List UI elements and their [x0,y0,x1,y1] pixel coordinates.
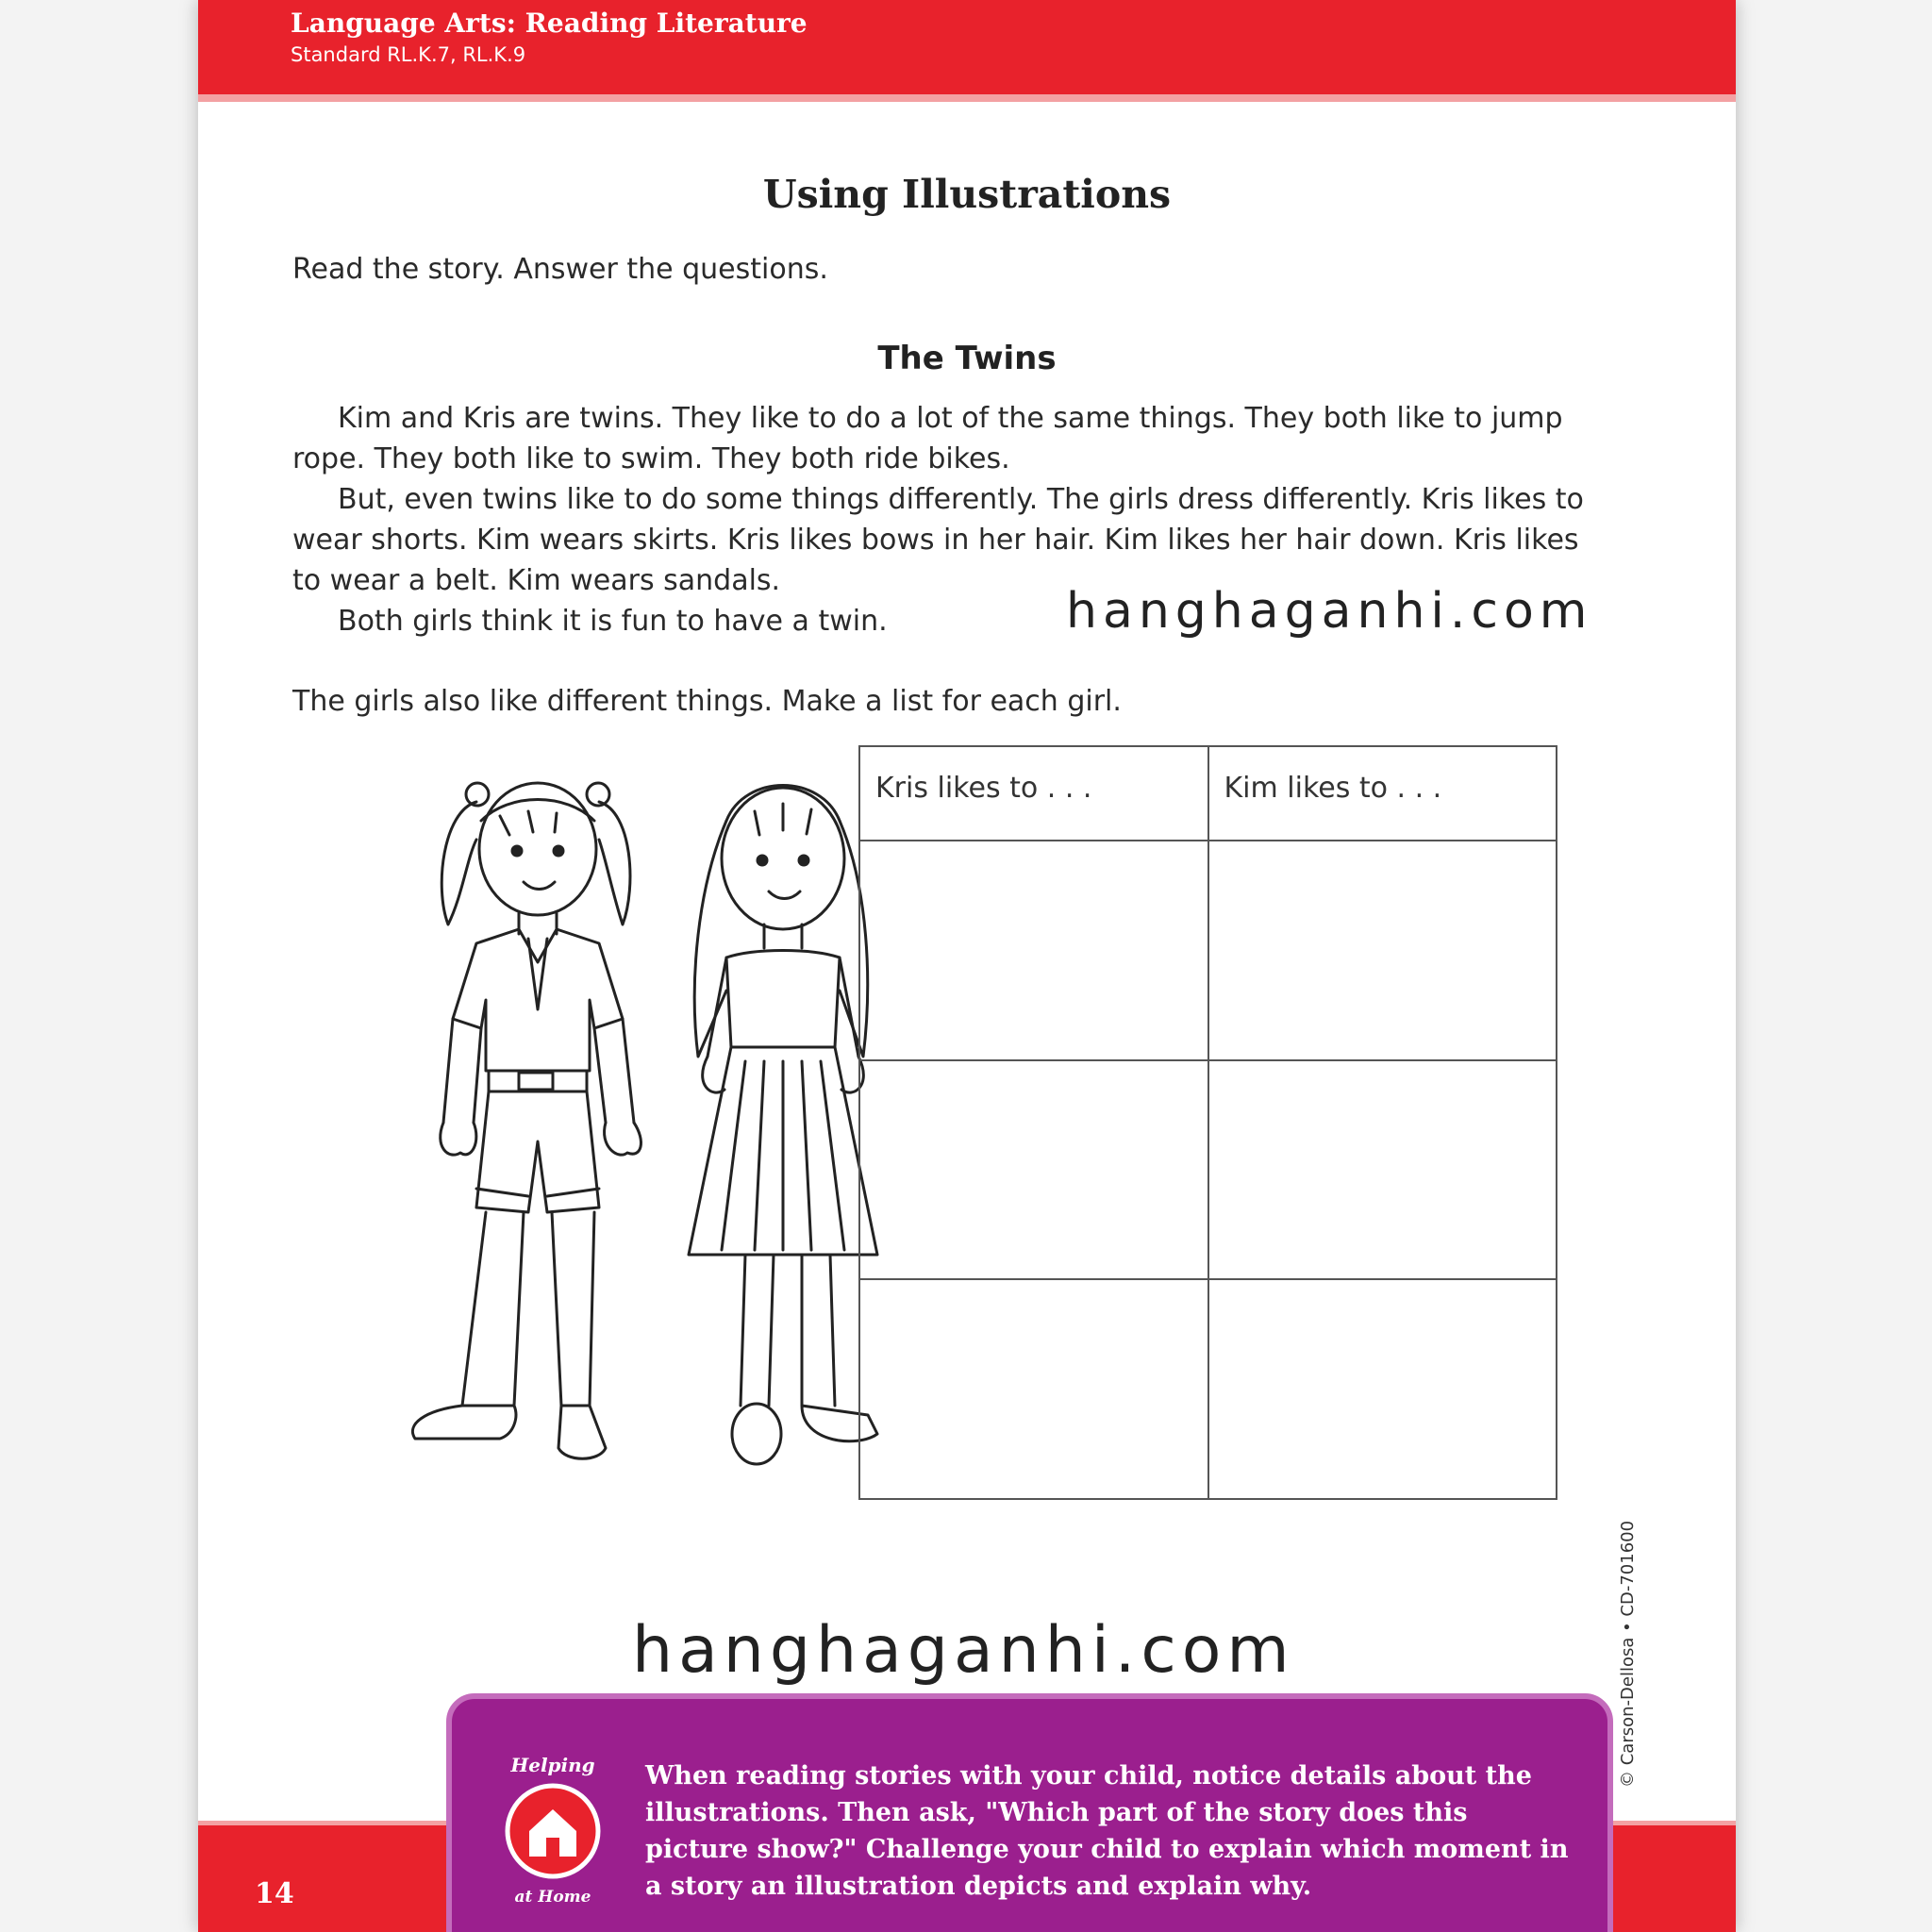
table-header-row [859,746,1557,841]
watermark: hanghaganhi.com [1066,583,1593,640]
table-row [859,841,1557,1060]
answer-cell[interactable] [859,1279,1208,1499]
list-prompt: The girls also like different things. Make a list for each girl. [292,685,1122,718]
table-header-kim: Kim likes to . . . [1208,746,1557,841]
copyright: © Carson-Dellosa • CD-701600 [1618,1520,1638,1788]
story-title: The Twins [877,340,1057,377]
story-paragraph: Kim and Kris are twins. They like to do a lot of the same things. They both like to jump rope. They both like to swim. They both ride bikes. [292,402,1563,475]
helping-at-home-badge [491,1751,614,1911]
header-standard: Standard RL.K.7, RL.K.9 [291,43,526,66]
answer-cell[interactable] [859,1060,1208,1280]
table-row [859,1279,1557,1499]
answer-cell[interactable] [859,841,1208,1060]
page-number: 14 [255,1877,294,1910]
badge-bottom-text: at Home [514,1888,591,1907]
answer-cell[interactable] [1208,1279,1557,1499]
likes-table [858,745,1557,1500]
header-title: Language Arts: Reading Literature [291,8,808,39]
story-paragraph: But, even twins like to do some things differently. The girls dress differently. Kris likes to wear shorts. Kim wears skirts. Kris likes bows in her hair. Kim likes her hair down. Kris likes to wear a belt. Kim wears sandals. [292,483,1584,597]
helping-at-home-box [446,1693,1613,1932]
kris-figure [412,783,641,1458]
table-row [859,1060,1557,1280]
page-title: Using Illustrations [762,172,1172,217]
instructions: Read the story. Answer the questions. [292,253,828,286]
answer-cell[interactable] [1208,841,1557,1060]
story-paragraph: Both girls think it is fun to have a twin. [338,605,888,638]
kim-figure [689,786,877,1465]
header-divider [198,94,1736,102]
answer-cell[interactable] [1208,1060,1557,1280]
worksheet-page [198,0,1736,1932]
header-bar [198,0,1736,94]
watermark: hanghaganhi.com [632,1613,1295,1688]
table-header-kris: Kris likes to . . . [859,746,1208,841]
tip-text: When reading stories with your child, notice details about the illustrations. Then ask, "Which part of the story does this picture show?" Challenge your child to explain which moment in a story an illustration depicts and explain why. [645,1761,1569,1901]
badge-top-text: Helping [510,1754,595,1776]
